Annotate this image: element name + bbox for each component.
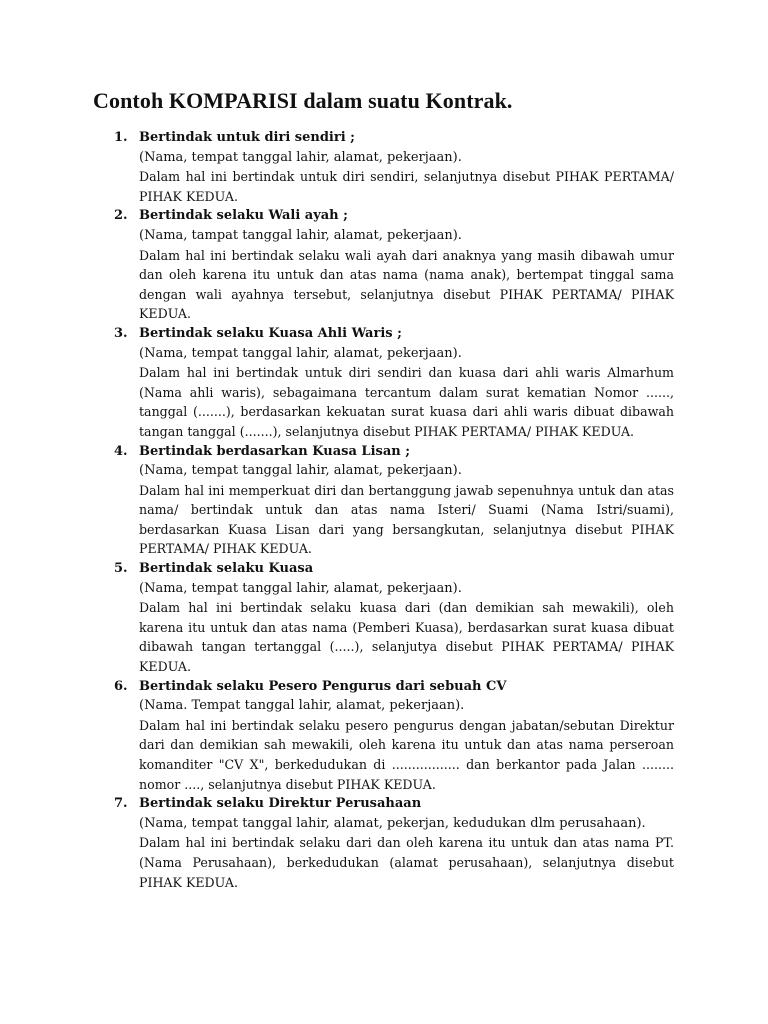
- item-identity: (Nama, tempat tanggal lahir, alamat, pekerjaan).: [139, 345, 462, 361]
- list-item-1: [114, 128, 674, 206]
- item-description: Dalam hal ini bertindak selaku pesero pengurus dengan jabatan/sebutan Direktur dari dan demikian sah mewakili, oleh karena itu untuk dan atas nama perseroan komanditer "CV X", berkedudukan di ................. dan berkantor pada Jalan ........ nomor ...., selanjutnya disebut PIHAK KEDUA.: [139, 717, 674, 792]
- item-heading: Bertindak selaku Pesero Pengurus dari sebuah CV: [139, 678, 507, 694]
- item-number: 3.: [114, 325, 128, 341]
- item-number: 4.: [114, 443, 128, 459]
- item-description: Dalam hal ini memperkuat diri dan bertanggung jawab sepenuhnya untuk dan atas nama/ bertindak untuk dan atas nama Isteri/ Suami (Nama Istri/suami), berdasarkan Kuasa Lisan dari yang bersangkutan, selanjutnya disebut PIHAK PERTAMA/ PIHAK KEDUA.: [139, 482, 674, 557]
- item-heading: Bertindak untuk diri sendiri ;: [139, 130, 355, 145]
- item-identity: (Nama, tempat tanggal lahir, alamat, pekerjaan).: [139, 149, 462, 165]
- item-number: 7.: [114, 796, 128, 812]
- item-heading: Bertindak selaku Direktur Perusahaan: [139, 796, 422, 812]
- list-item-7: [114, 794, 674, 892]
- list-item-3: [114, 324, 674, 442]
- item-heading: Bertindak selaku Wali ayah ;: [139, 208, 348, 224]
- item-description: Dalam hal ini bertindak selaku dari dan oleh karena itu untuk dan atas nama PT. (Nama Perusahaan), berkedudukan (alamat perusahaan), selanjutnya disebut PIHAK KEDUA.: [139, 835, 674, 890]
- item-identity: (Nama. Tempat tanggal lahir, alamat, pekerjaan).: [139, 698, 465, 714]
- item-heading: Bertindak selaku Kuasa: [139, 561, 314, 577]
- list-item-6: [114, 677, 674, 795]
- item-number: 6.: [114, 678, 128, 694]
- item-heading: Bertindak selaku Kuasa Ahli Waris ;: [139, 325, 402, 341]
- item-identity: (Nama, tempat tanggal lahir, alamat, pekerjaan).: [139, 580, 462, 596]
- item-identity: (Nama, tempat tanggal lahir, alamat, pekerjan, kedudukan dlm perusahaan).: [139, 815, 646, 831]
- item-description: Dalam hal ini bertindak untuk diri sendiri, selanjutnya disebut PIHAK PERTAMA/ PIHAK KEDUA.: [139, 169, 674, 204]
- item-heading: Bertindak berdasarkan Kuasa Lisan ;: [139, 443, 411, 459]
- item-description: Dalam hal ini bertindak selaku kuasa dari (dan demikian sah mewakili), oleh karena itu untuk dan atas nama (Pemberi Kuasa), berdasarkan surat kuasa dibuat dibawah tangan tertanggal (.....), selanjutya disebut PIHAK PERTAMA/ PIHAK KEDUA.: [139, 600, 674, 675]
- item-identity: (Nama, tampat tanggal lahir, alamat, pekerjaan).: [139, 227, 462, 243]
- item-number: 2.: [114, 208, 128, 224]
- page-title: Contoh KOMPARISI dalam suatu Kontrak.: [93, 88, 513, 113]
- list-item-2: [114, 206, 674, 324]
- item-description: Dalam hal ini bertindak untuk diri sendiri dan kuasa dari ahli waris Almarhum (Nama ahli waris), sebagaimana tercantum dalam surat kematian Nomor ......, tanggal (.......), berdasarkan kekuatan surat kuasa dari ahli waris dibuat dibawah tangan tanggal (.......), selanjutnya disebut PIHAK PERTAMA/ PIHAK KEDUA.: [139, 365, 674, 439]
- item-number: 5.: [114, 561, 128, 577]
- list-item-4: [114, 442, 674, 560]
- item-identity: (Nama, tempat tanggal lahir, alamat, pekerjaan).: [139, 463, 462, 479]
- item-description: Dalam hal ini bertindak selaku wali ayah dari anaknya yang masih dibawah umur dan oleh karena itu untuk dan atas nama (nama anak), bertempat tinggal sama dengan wali ayahnya tersebut, selanjutnya disebut PIHAK PERTAMA/ PIHAK KEDUA.: [139, 247, 674, 322]
- list-item-5: [114, 559, 674, 677]
- item-number: 1.: [114, 130, 128, 145]
- komparisi-list: [114, 128, 674, 892]
